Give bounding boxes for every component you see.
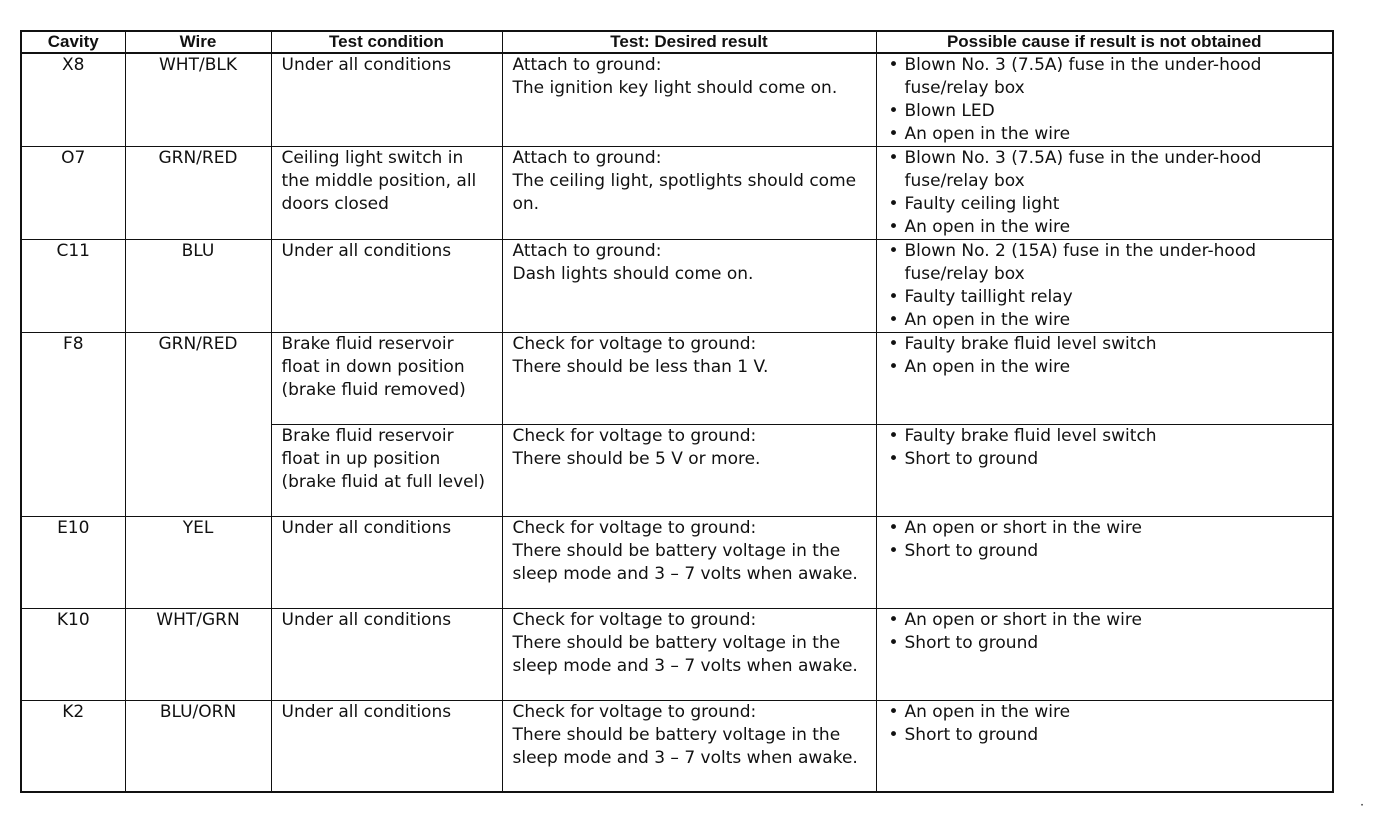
result-detail: The ignition key light should come on. xyxy=(512,78,838,98)
cause-item: • Short to ground xyxy=(887,540,1325,563)
cause-item: • Short to ground xyxy=(887,448,1325,471)
table-row xyxy=(21,240,1333,333)
condition-cell: Brake fluid reservoir float in down position (brake fluid removed) xyxy=(271,333,502,425)
result-detail: There should be 5 V or more. xyxy=(512,449,761,469)
cause-item: • Faulty brake fluid level switch xyxy=(887,333,1325,356)
result-cell xyxy=(502,517,876,609)
cavity-cell: F8 xyxy=(21,333,125,517)
condition-cell: Ceiling light switch in the middle position, all doors closed xyxy=(271,147,502,240)
cause-cell xyxy=(876,425,1333,517)
table-row xyxy=(21,53,1333,147)
cavity-cell: O7 xyxy=(21,147,125,240)
cavity-cell: K10 xyxy=(21,609,125,701)
cause-item: • An open in the wire xyxy=(887,216,1325,239)
cause-item: • Faulty brake fluid level switch xyxy=(887,425,1325,448)
cause-item: • Blown LED xyxy=(887,100,1325,123)
result-cell xyxy=(502,240,876,333)
cause-item: • An open in the wire xyxy=(887,701,1325,724)
cavity-cell: E10 xyxy=(21,517,125,609)
wire-cell: BLU xyxy=(125,240,271,333)
cause-item: • An open in the wire xyxy=(887,123,1325,146)
result-title: Check for voltage to ground: xyxy=(512,610,757,630)
result-cell xyxy=(502,701,876,793)
result-cell xyxy=(502,425,876,517)
result-detail: There should be battery voltage in the sleep mode and 3 – 7 volts when awake. xyxy=(512,633,858,676)
cause-list xyxy=(887,54,1325,146)
cause-cell xyxy=(876,147,1333,240)
corner-mark: · xyxy=(1360,798,1364,812)
header-wire: Wire xyxy=(125,31,271,53)
result-cell xyxy=(502,333,876,425)
header-cavity: Cavity xyxy=(21,31,125,53)
header-possible-cause: Possible cause if result is not obtained xyxy=(876,31,1333,53)
cause-item: • Faulty ceiling light xyxy=(887,193,1325,216)
wire-cell: GRN/RED xyxy=(125,333,271,517)
header-desired-result: Test: Desired result xyxy=(502,31,876,53)
cause-cell xyxy=(876,701,1333,793)
header-row xyxy=(21,31,1333,53)
condition-cell: Under all conditions xyxy=(271,53,502,147)
cause-list xyxy=(887,701,1325,747)
cause-cell xyxy=(876,609,1333,701)
header-test-condition: Test condition xyxy=(271,31,502,53)
cavity-cell: C11 xyxy=(21,240,125,333)
cause-list xyxy=(887,240,1325,332)
result-detail: The ceiling light, spotlights should come on. xyxy=(512,171,857,214)
result-title: Check for voltage to ground: xyxy=(512,518,757,538)
result-title: Check for voltage to ground: xyxy=(512,702,757,722)
cause-list xyxy=(887,425,1325,471)
result-cell xyxy=(502,53,876,147)
result-title: Attach to ground: xyxy=(512,241,662,261)
wire-cell: YEL xyxy=(125,517,271,609)
cause-list xyxy=(887,517,1325,563)
result-detail: There should be battery voltage in the sleep mode and 3 – 7 volts when awake. xyxy=(512,725,858,768)
cause-cell xyxy=(876,240,1333,333)
result-detail: Dash lights should come on. xyxy=(512,264,754,284)
wire-cell: BLU/ORN xyxy=(125,701,271,793)
condition-cell: Under all conditions xyxy=(271,609,502,701)
cavity-cell: K2 xyxy=(21,701,125,793)
cause-item: • An open or short in the wire xyxy=(887,517,1325,540)
wire-cell: WHT/GRN xyxy=(125,609,271,701)
result-detail: There should be battery voltage in the sleep mode and 3 – 7 volts when awake. xyxy=(512,541,858,584)
cause-item: • Short to ground xyxy=(887,632,1325,655)
cause-item: • Blown No. 2 (15A) fuse in the under-hood fuse/relay box xyxy=(887,240,1325,286)
table-row xyxy=(21,147,1333,240)
cause-item: • Faulty taillight relay xyxy=(887,286,1325,309)
result-title: Attach to ground: xyxy=(512,148,662,168)
result-detail: There should be less than 1 V. xyxy=(512,357,769,377)
cause-item: • An open in the wire xyxy=(887,309,1325,332)
cause-item: • Blown No. 3 (7.5A) fuse in the under-hood fuse/relay box xyxy=(887,54,1325,100)
cause-cell xyxy=(876,53,1333,147)
cause-list xyxy=(887,147,1325,239)
result-title: Attach to ground: xyxy=(512,55,662,75)
result-cell xyxy=(502,147,876,240)
cavity-cell: X8 xyxy=(21,53,125,147)
cause-list xyxy=(887,609,1325,655)
wire-cell: GRN/RED xyxy=(125,147,271,240)
result-title: Check for voltage to ground: xyxy=(512,426,757,446)
condition-cell: Brake fluid reservoir float in up position (brake fluid at full level) xyxy=(271,425,502,517)
cause-item: • An open or short in the wire xyxy=(887,609,1325,632)
cause-cell xyxy=(876,517,1333,609)
diagnostic-table xyxy=(20,30,1334,793)
cause-item: • An open in the wire xyxy=(887,356,1325,379)
condition-cell: Under all conditions xyxy=(271,517,502,609)
cause-item: • Short to ground xyxy=(887,724,1325,747)
condition-cell: Under all conditions xyxy=(271,240,502,333)
table-row xyxy=(21,609,1333,701)
result-title: Check for voltage to ground: xyxy=(512,334,757,354)
table-row xyxy=(21,517,1333,609)
cause-cell xyxy=(876,333,1333,425)
wire-cell: WHT/BLK xyxy=(125,53,271,147)
table-row xyxy=(21,333,1333,425)
cause-item: • Blown No. 3 (7.5A) fuse in the under-hood fuse/relay box xyxy=(887,147,1325,193)
table-row xyxy=(21,701,1333,793)
condition-cell: Under all conditions xyxy=(271,701,502,793)
result-cell xyxy=(502,609,876,701)
cause-list xyxy=(887,333,1325,379)
